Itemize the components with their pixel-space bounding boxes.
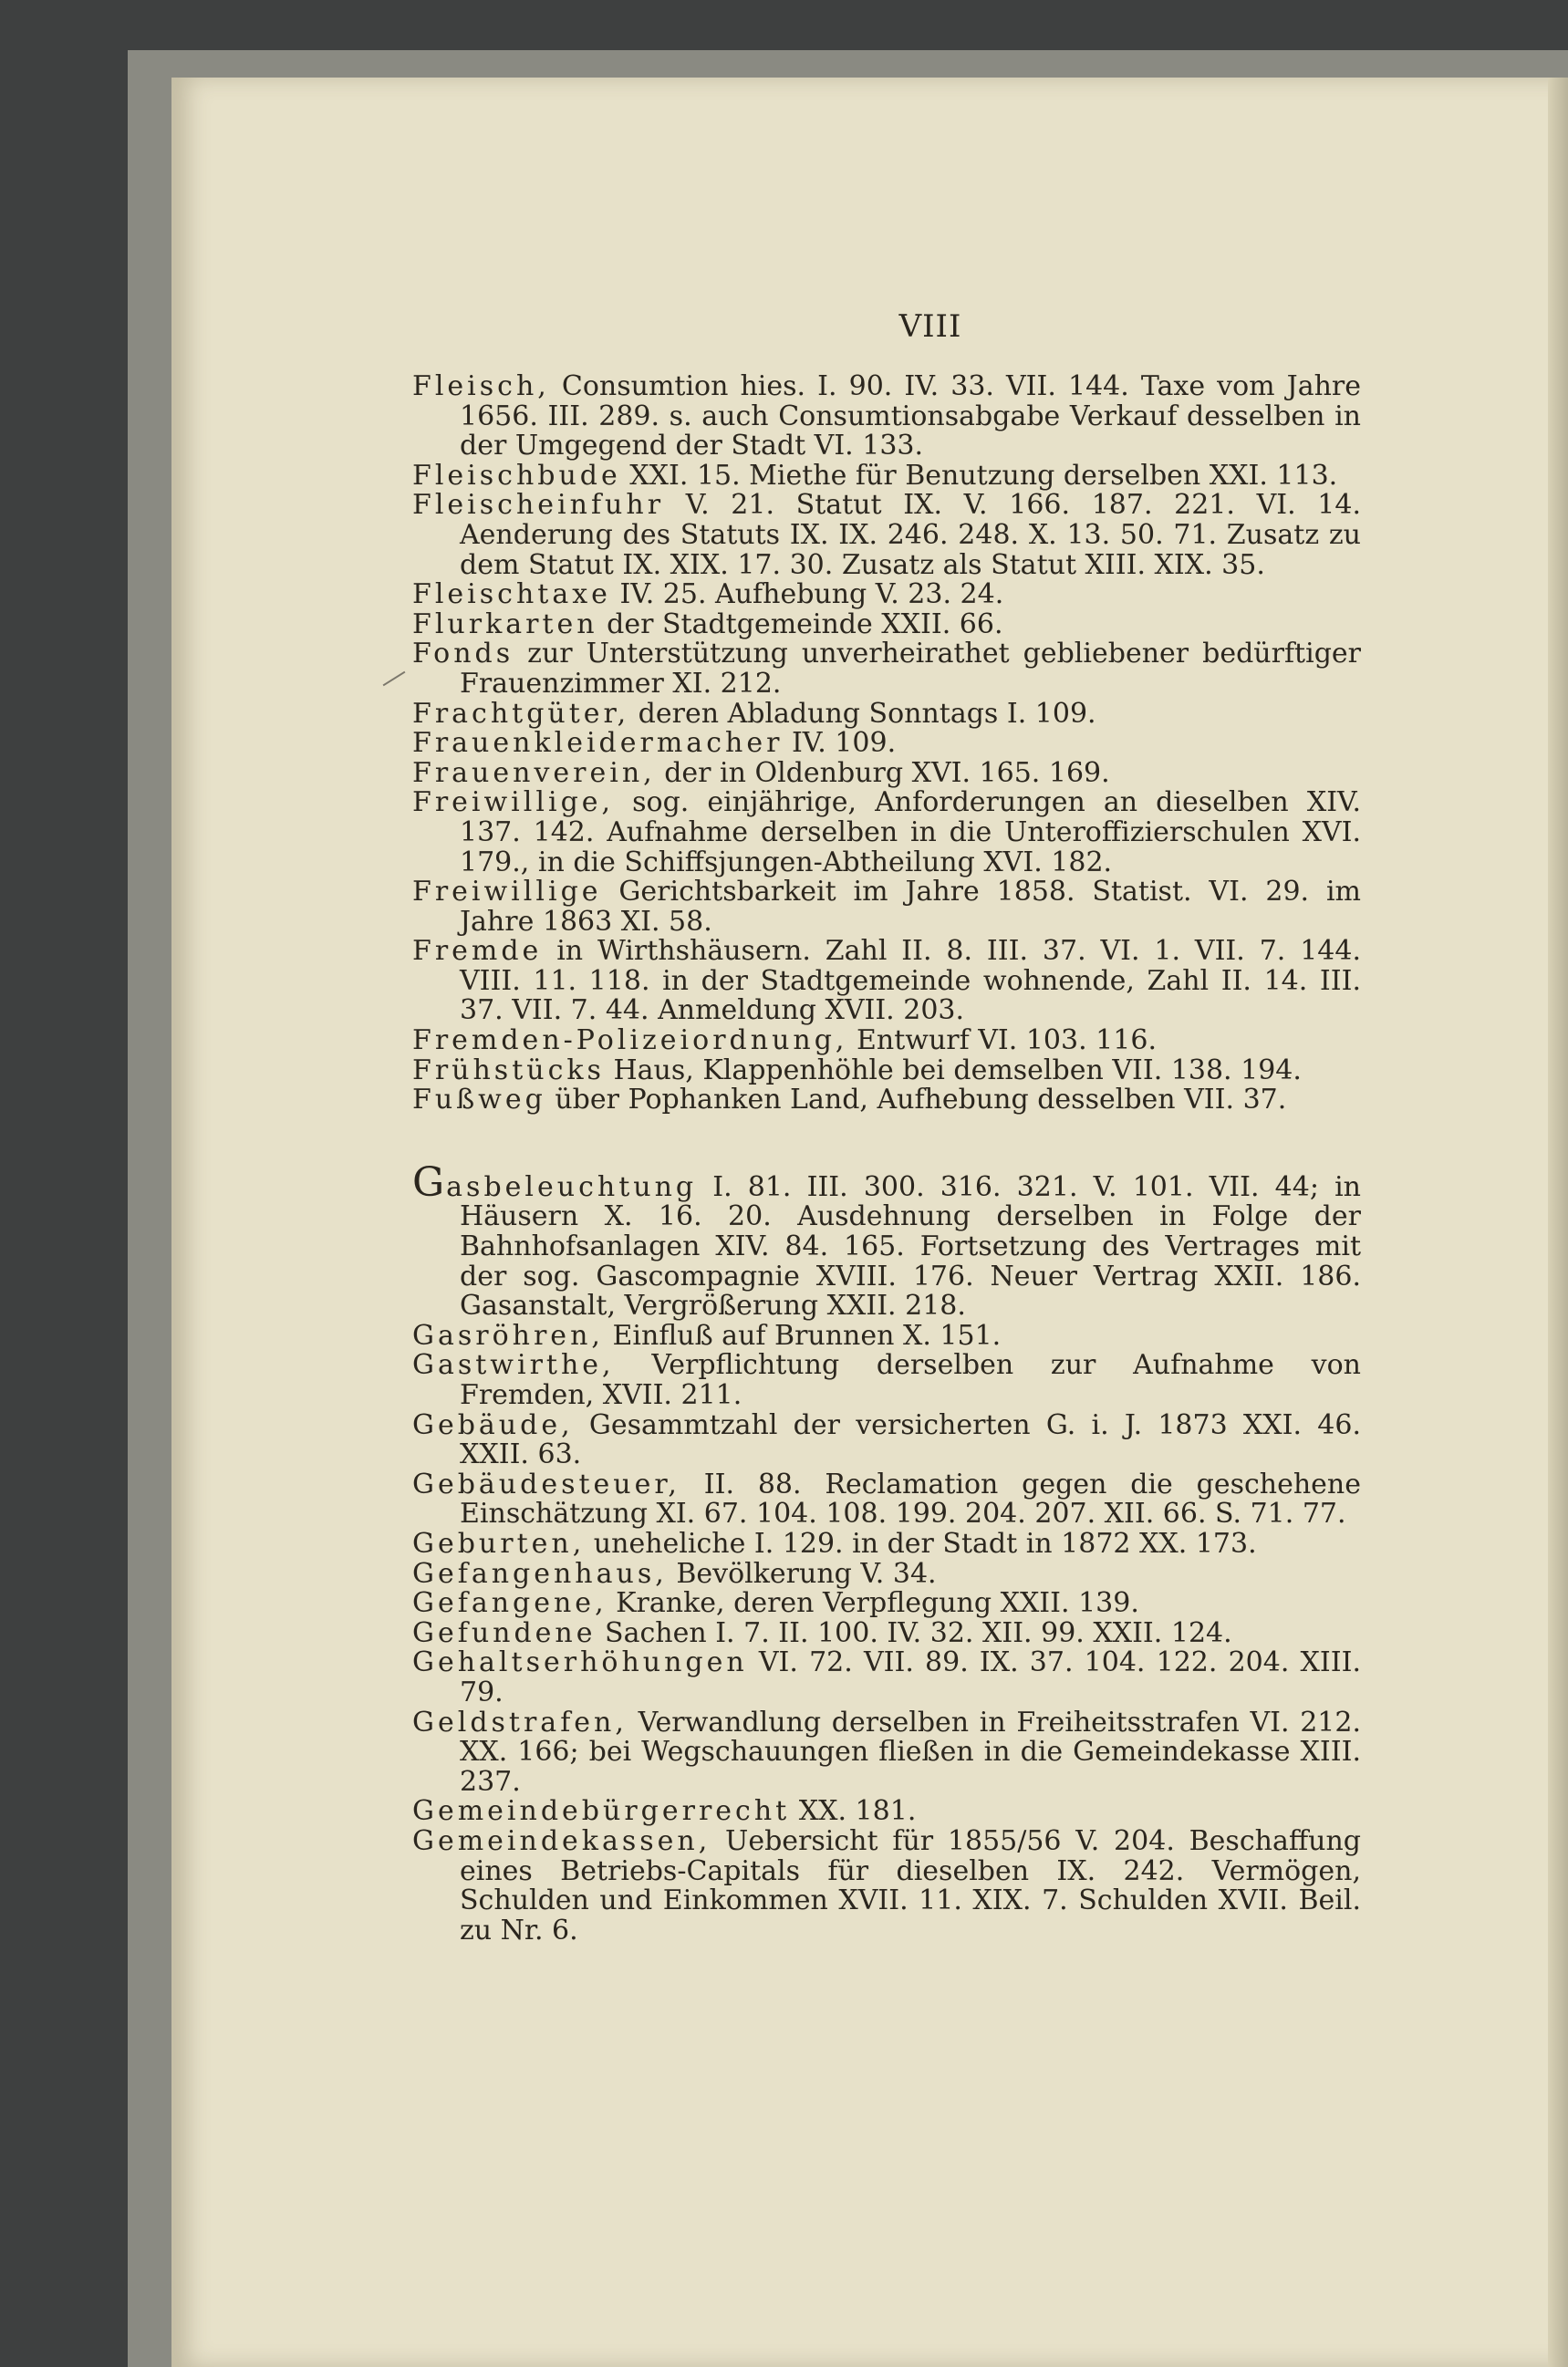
index-entry — [412, 937, 1361, 1026]
entry-headword: Gemeindekassen, — [412, 1824, 711, 1857]
entry-references: Consumtion hies. I. 90. IV. 33. VII. 144. Taxe vom Jahre 1656. III. 289. s. auch Consumtionsabgabe Verkauf desselben in der Umgegend der Stadt VI. 133. — [460, 370, 1361, 462]
entry-references: Gesammtzahl der versicherten G. i. J. 1873 XXI. 46. XXII. 63. — [460, 1408, 1361, 1471]
page-number: VIII — [898, 308, 962, 345]
index-entry — [412, 580, 1361, 610]
entry-references: XXI. 15. Miethe für Benutzung derselben XXI. 113. — [620, 459, 1338, 492]
entry-headword: Fremde — [412, 935, 543, 968]
entry-references: I. 81. III. 300. 316. 321. V. 101. VII. 44; in Häusern X. 16. 20. Ausdehnung derselben in Folge der Bahnhofsanlagen XIV. 84. 165. Fortsetzung des Vertrages mit der sog. Gascompagnie XVIII. 176. Neuer Vertrag XXII. 186. Gasanstalt, Vergrößerung XXII. 218. — [460, 1170, 1361, 1323]
entry-headword: Gastwirthe, — [412, 1349, 615, 1382]
entry-headword: Fußweg — [412, 1084, 546, 1116]
headword-rest: asbeleuchtung — [446, 1170, 698, 1203]
entry-references: Gerichtsbarkeit im Jahre 1858. Statist. VI. 29. im Jahre 1863 XI. 58. — [460, 876, 1361, 938]
initial-letter: G — [412, 1158, 447, 1206]
entry-headword: Gebäude, — [412, 1408, 574, 1441]
entry-references: Uebersicht für 1855/56 V. 204. Beschaffung eines Betriebs-Capitals für dieselben IX. 242. Vermögen, Schulden und Einkommen XVII. 11. XIX. 7. Schulden XVII. Beil. zu Nr. 6. — [460, 1824, 1361, 1947]
entry-headword: Fleischbude — [412, 459, 621, 492]
index-entry — [412, 1797, 1361, 1827]
entry-references: der in Oldenburg XVI. 165. 169. — [655, 756, 1110, 789]
entry-headword: Gasröhren, — [412, 1319, 604, 1352]
index-entry — [412, 1824, 1361, 1947]
entry-headword: Frauenverein, — [412, 756, 656, 789]
index-entry — [412, 788, 1361, 877]
index-entry — [412, 1616, 1361, 1649]
index-entry — [412, 1351, 1361, 1410]
entry-references: über Pophanken Land, Aufhebung desselben VII. 37. — [545, 1084, 1287, 1116]
entry-headword: Fremden-Polizeiordnung, — [412, 1024, 848, 1057]
entry-headword — [412, 1158, 698, 1206]
index-entry — [412, 1589, 1361, 1619]
entry-headword: Fleischtaxe — [412, 578, 611, 611]
entry-headword: Gefundene — [412, 1616, 597, 1649]
entry-headword: Flurkarten — [412, 607, 598, 640]
entry-headword: Gefangenhaus, — [412, 1557, 668, 1590]
index-entry — [412, 372, 1361, 462]
entry-references: Verpflichtung derselben zur Aufnahme von Fremden, XVII. 211. — [460, 1349, 1361, 1411]
entry-headword: Gebäudesteuer, — [412, 1468, 680, 1500]
entry-references: Einfluß auf Brunnen X. 151. — [603, 1319, 1002, 1352]
entry-headword: Fonds — [412, 638, 514, 670]
index-entry — [412, 1026, 1361, 1056]
index-entry — [412, 697, 1361, 730]
entry-headword: Gehaltserhöhungen — [412, 1646, 748, 1679]
page-edge — [1548, 78, 1568, 2367]
index-entry — [412, 1648, 1361, 1708]
entry-references: Kranke, deren Verpflegung XXII. 139. — [607, 1587, 1139, 1620]
index-entry — [412, 1708, 1361, 1798]
entry-references: Sachen I. 7. II. 100. IV. 32. XII. 99. XXII. 124. — [596, 1616, 1232, 1649]
entry-headword: Frachtgüter, — [412, 697, 630, 730]
entry-headword: Geldstrafen, — [412, 1706, 628, 1739]
entry-references: Verwandlung derselben in Freiheitsstrafen VI. 212. XX. 166; bei Wegschauungen fließen in die Gemeindekasse XIII. 237. — [460, 1706, 1361, 1798]
index-entry — [412, 1319, 1361, 1352]
entry-headword: Gemeindebürgerrecht — [412, 1795, 791, 1828]
index-entry — [412, 491, 1361, 580]
entry-references: sog. einjährige, Anforderungen an dieselben XIV. 137. 142. Aufnahme derselben in die Unteroffizierschulen XVI. 179., in die Schiffsjungen-Abtheilung XVI. 182. — [460, 786, 1361, 878]
entry-references: V. 21. Statut IX. V. 166. 187. 221. VI. 14. Aenderung des Statuts IX. IX. 246. 248. X. 13. 50. 71. Zusatz zu dem Statut IX. XIX. 17. 30. Zusatz als Statut XIII. XIX. 35. — [460, 489, 1361, 581]
entry-headword: Freiwillige, — [412, 786, 615, 819]
entry-references: zur Unterstützung unverheirathet gebliebener bedürftiger Frauenzimmer XI. 212. — [460, 638, 1361, 700]
entry-headword: Frühstücks — [412, 1054, 605, 1086]
entry-references: XX. 181. — [790, 1795, 917, 1828]
index-entry — [412, 1557, 1361, 1590]
index-entry — [412, 1408, 1361, 1471]
entry-references: der Stadtgemeinde XXII. 66. — [597, 607, 1003, 640]
entry-headword: Frauenkleidermacher — [412, 727, 784, 760]
entry-headword: Gefangene, — [412, 1587, 607, 1620]
entry-references: II. 88. Reclamation gegen die geschehene Einschätzung XI. 67. 104. 108. 199. 204. 207. XII. 66. S. 71. 77. — [460, 1468, 1361, 1531]
index-entry — [412, 459, 1361, 492]
entry-references: IV. 109. — [783, 727, 897, 760]
index-entry — [412, 1527, 1361, 1560]
index-entry — [412, 1085, 1361, 1116]
entry-headword: Geburten, — [412, 1527, 586, 1560]
entry-references: deren Abladung Sonntags I. 109. — [629, 697, 1096, 730]
index-entry — [412, 639, 1361, 699]
entry-headword: Fleischeinfuhr — [412, 489, 665, 522]
entry-references: VI. 72. VII. 89. IX. 37. 104. 122. 204. XIII. 79. — [460, 1646, 1361, 1708]
entry-references: IV. 25. Aufhebung V. 23. 24. — [610, 578, 1004, 611]
entry-references: Bevölkerung V. 34. — [667, 1557, 937, 1590]
index-entry — [412, 877, 1361, 937]
index-entry — [412, 1158, 1361, 1323]
index-entry — [412, 729, 1361, 759]
entry-references: uneheliche I. 129. in der Stadt in 1872 XX. 173. — [585, 1527, 1257, 1560]
index-entry — [412, 756, 1361, 789]
index-entry — [412, 607, 1361, 640]
entry-references: Entwurf VI. 103. 116. — [847, 1024, 1157, 1057]
entry-headword: Fleisch, — [412, 370, 550, 402]
index-entry — [412, 1470, 1361, 1530]
index-entry — [412, 1056, 1361, 1086]
index-list — [412, 372, 1361, 1946]
entry-references: in Wirthshäusern. Zahl II. 8. III. 37. VI. 1. VII. 7. 144. VIII. 11. 118. in der Stadtgemeinde wohnende, Zahl II. 14. III. 37. VII. 7. 44. Anmeldung XVII. 203. — [460, 935, 1361, 1027]
entry-headword: Freiwillige — [412, 876, 602, 908]
entry-references: Haus, Klappenhöhle bei demselben VII. 138. 194. — [604, 1054, 1302, 1086]
